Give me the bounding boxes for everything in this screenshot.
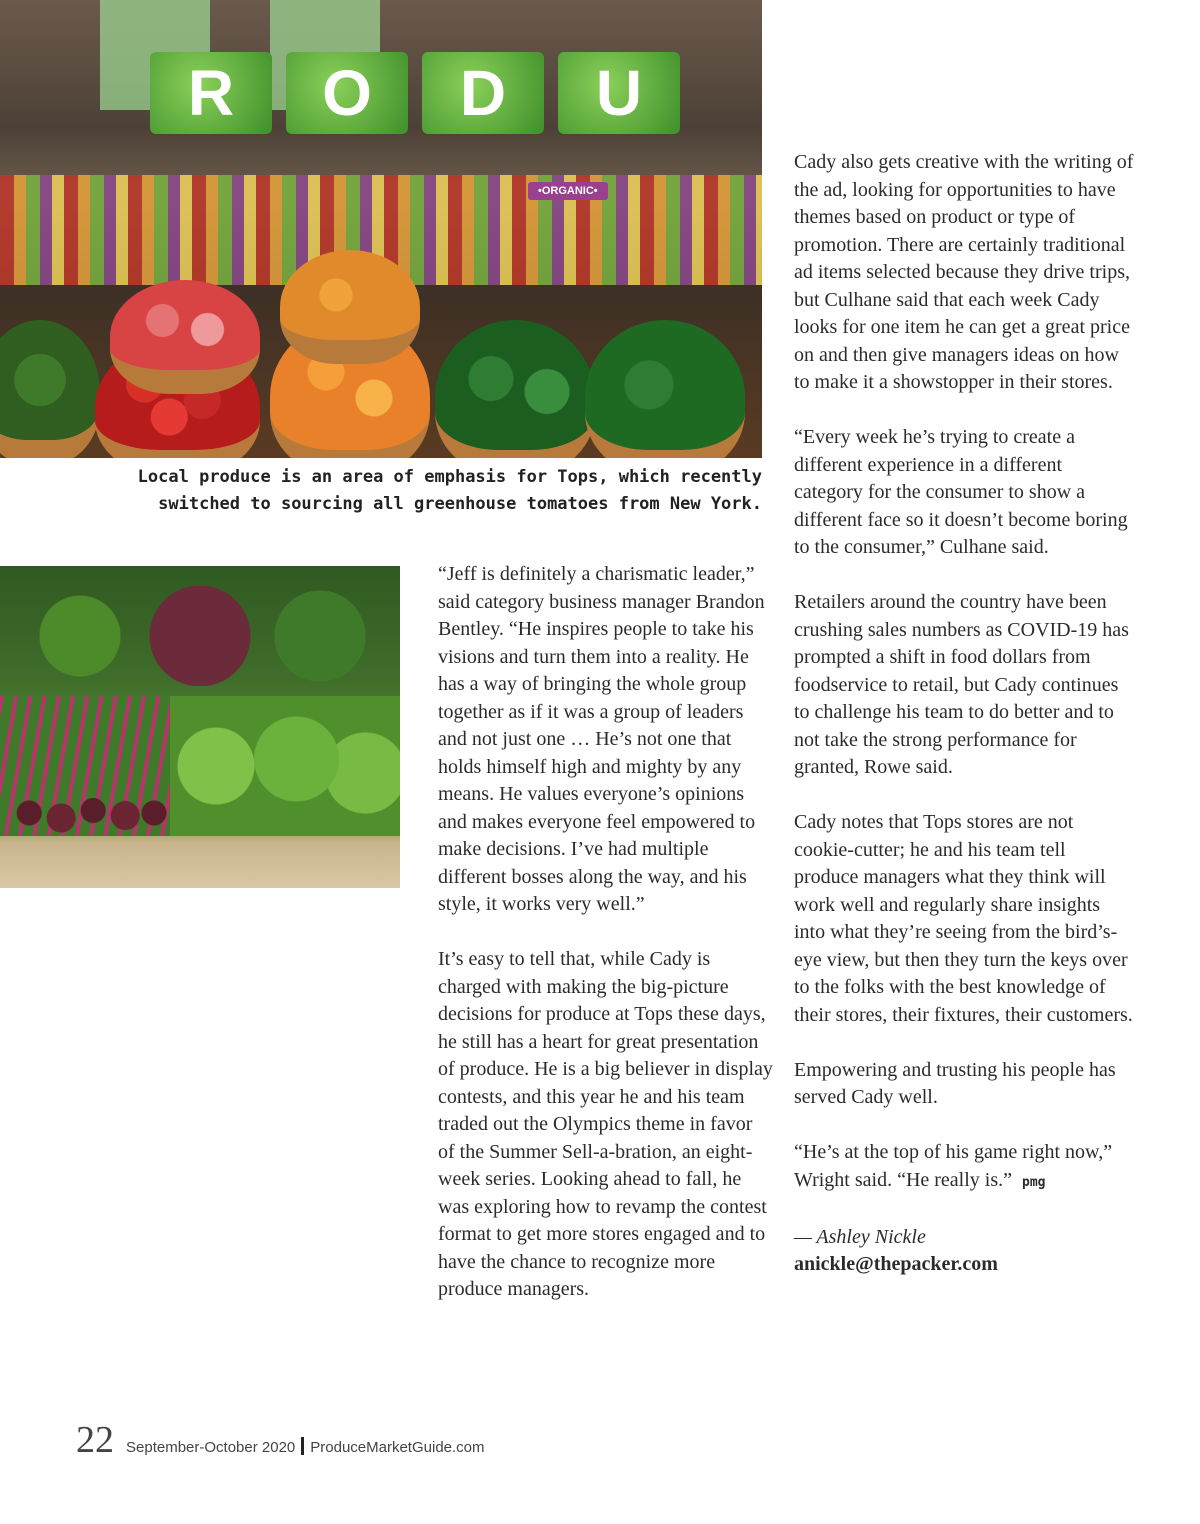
apple-basket [110, 280, 260, 394]
photo-caption [120, 464, 762, 518]
closing-quote-paragraph [794, 1139, 1134, 1196]
cucumber-basket [0, 320, 100, 458]
end-mark: pmg [1022, 1174, 1046, 1190]
article-column-middle [438, 561, 773, 1331]
footer-divider [301, 1437, 304, 1455]
issue-date: September-October 2020 [126, 1439, 296, 1456]
page-number: 22 [76, 1419, 114, 1461]
sign-letter: D [422, 52, 544, 134]
beet-roots [10, 788, 170, 838]
produce-sign [150, 52, 762, 134]
body-paragraph: Cady also gets creative with the writing of the ad, looking for opportunities to have themes based on product or type of promotion. There are certainly traditional ad items selected because they drive trips, but Culhane said that each week Cady looks for one item he can get a great price on and then give managers ideas on how to make it a showstopper in their stores. [794, 151, 1134, 393]
author-byline: — Ashley Nickle [794, 1225, 926, 1248]
article-column-right [794, 149, 1134, 1279]
caption-line: switched to sourcing all greenhouse tomatoes from New York. [158, 494, 762, 514]
site-link[interactable]: ProduceMarketGuide.com [310, 1439, 485, 1456]
body-paragraph: “Every week he’s trying to create a different experience in a different category for the consumer to show a different face so it doesn’t become boring to the consumer,” Culhane said. [794, 426, 1128, 558]
body-paragraph: Empowering and trusting his people has served Cady well. [794, 1058, 1116, 1108]
body-paragraph: Cady notes that Tops stores are not cookie-cutter; he and his team tell produce managers what they think will work well and regularly share insights into what they’re seeing from the bird’s-eye view, but then they turn the keys over to the folks with the best knowledge of their stores, their fixtures, their customers. [794, 811, 1133, 1026]
caption-line: Local produce is an area of emphasis for Tops, which recently [137, 467, 762, 487]
sign-letter: R [150, 52, 272, 134]
pepper-basket [435, 320, 595, 458]
page-footer [76, 1418, 485, 1462]
greens-beets-photo [0, 566, 400, 888]
organic-tag: •ORGANIC• [528, 182, 608, 200]
sign-letter: U [558, 52, 680, 134]
pepper-basket [585, 320, 745, 458]
body-paragraph: Retailers around the country have been crushing sales numbers as COVID-19 has prompted a shift in food dollars from foodservice to retail, but Cady continues to challenge his team to do better and to not take the strong performance for granted, Rowe said. [794, 591, 1129, 778]
body-paragraph: “Jeff is definitely a charismatic leader,” said category business manager Brandon Bentley. “He inspires people to take his visions and turn them into a reality. He has a way of bringing the whole group together as if it was a group of leaders and not just one … He’s not one that holds himself high and mighty by any means. He values everyone’s opinions and makes everyone feel empowered to make decisions. I’ve had multiple different bosses along the way, and his style, it works very well.” [438, 563, 765, 915]
author-email[interactable]: anickle@thepacker.com [794, 1253, 998, 1275]
sign-letter: O [286, 52, 408, 134]
closing-quote: “He’s at the top of his game right now,” Wright said. “He really is.” [794, 1141, 1113, 1191]
produce-display-photo [0, 0, 762, 458]
body-paragraph: It’s easy to tell that, while Cady is charged with making the big-picture decisions for produce at Tops these days, he still has a heart for great presentation of produce. He is a big believer in display contests, and this year he and his team traded out the Olympics theme in favor of the Summer Sell-a-bration, an eight-week series. Looking ahead to fall, he was exploring how to revamp the contest format to get more stores engaged and to have the chance to recognize more produce managers. [438, 948, 773, 1300]
greens-shelf [0, 586, 400, 686]
peach-basket [280, 250, 420, 364]
produce-baskets [0, 240, 762, 458]
lettuce-bunches [170, 696, 400, 836]
